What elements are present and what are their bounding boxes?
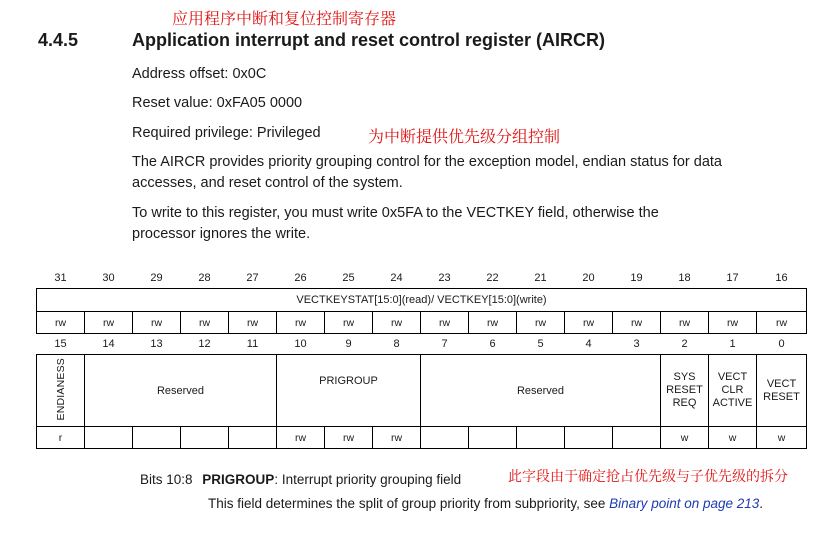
description-para2 bbox=[132, 203, 659, 245]
reserved-access-a bbox=[229, 427, 277, 449]
reserved-access-b bbox=[421, 427, 469, 449]
bit-number: 17 bbox=[726, 272, 739, 284]
access-cell: rw bbox=[325, 312, 373, 334]
binary-point-link[interactable]: Binary point on page 213 bbox=[609, 496, 760, 511]
reserved-field-a: Reserved bbox=[85, 355, 277, 427]
vectreset-line: VECT bbox=[766, 377, 797, 390]
bit-number: 28 bbox=[198, 272, 211, 284]
reserved-access-a bbox=[133, 427, 181, 449]
reserved-field-b: Reserved bbox=[421, 355, 661, 427]
access-cell: rw bbox=[613, 312, 661, 334]
bit-number: 30 bbox=[102, 272, 115, 284]
bit-number: 31 bbox=[54, 272, 67, 284]
access-cell: rw bbox=[757, 312, 807, 334]
bit-number: 6 bbox=[489, 338, 496, 350]
bitfield-detail bbox=[208, 496, 763, 511]
reserved-access-a bbox=[181, 427, 229, 449]
vectreset-field bbox=[757, 355, 807, 427]
upper-bit-numbers-row bbox=[37, 268, 807, 289]
access-cell: w bbox=[757, 427, 807, 449]
lower-bit-numbers-row bbox=[37, 334, 807, 355]
sysresetreq-field bbox=[661, 355, 709, 427]
access-cell: rw bbox=[469, 312, 517, 334]
reserved-access-b bbox=[517, 427, 565, 449]
vectreset-line: RESET bbox=[763, 390, 800, 403]
bitfield-heading bbox=[140, 472, 461, 487]
address-offset: Address offset: 0x0C bbox=[132, 66, 267, 82]
bit-number: 26 bbox=[294, 272, 307, 284]
access-cell: rw bbox=[277, 427, 325, 449]
lower-access-row bbox=[37, 427, 807, 449]
bit-number: 19 bbox=[630, 272, 643, 284]
bit-number: 7 bbox=[441, 338, 448, 350]
access-cell: rw bbox=[277, 312, 325, 334]
access-cell: rw bbox=[661, 312, 709, 334]
bit-number: 14 bbox=[102, 338, 115, 350]
bit-number: 5 bbox=[537, 338, 544, 350]
bit-number: 21 bbox=[534, 272, 547, 284]
vectclractive-line: ACTIVE bbox=[712, 397, 753, 409]
bit-number: 3 bbox=[633, 338, 640, 350]
bit-number: 18 bbox=[678, 272, 691, 284]
bit-number: 20 bbox=[582, 272, 595, 284]
bitfield-detail-end: . bbox=[759, 496, 764, 511]
access-cell: rw bbox=[325, 427, 373, 449]
section-title: Application interrupt and reset control register (AIRCR) bbox=[132, 30, 606, 50]
reserved-access-b bbox=[613, 427, 661, 449]
access-cell: rw bbox=[373, 312, 421, 334]
bit-number: 1 bbox=[729, 338, 736, 350]
access-cell: rw bbox=[229, 312, 277, 334]
bit-number: 22 bbox=[486, 272, 499, 284]
access-cell: rw bbox=[181, 312, 229, 334]
vectkey-field: VECTKEYSTAT[15:0](read)/ VECTKEY[15:0](write) bbox=[37, 289, 807, 312]
sysresetreq-line: RESET bbox=[666, 384, 703, 396]
upper-field-row bbox=[37, 289, 807, 312]
bit-number: 4 bbox=[585, 338, 592, 350]
bit-number: 9 bbox=[345, 338, 352, 350]
access-cell: rw bbox=[133, 312, 181, 334]
access-cell: rw bbox=[709, 312, 757, 334]
annotation-title-cn: 应用程序中断和复位控制寄存器 bbox=[172, 9, 397, 28]
bit-number: 15 bbox=[54, 338, 67, 350]
endianess-label: ENDIANESS bbox=[54, 357, 67, 421]
reset-value: Reset value: 0xFA05 0000 bbox=[132, 95, 303, 111]
bit-number: 16 bbox=[775, 272, 788, 284]
access-cell: rw bbox=[85, 312, 133, 334]
description-para2-line2: processor ignores the write. bbox=[132, 226, 311, 242]
access-cell: w bbox=[661, 427, 709, 449]
vectclractive-line: VECT bbox=[717, 371, 748, 383]
access-cell: rw bbox=[37, 312, 85, 334]
bit-number: 0 bbox=[778, 338, 785, 350]
access-cell: rw bbox=[565, 312, 613, 334]
sysresetreq-line: SYS bbox=[673, 371, 696, 383]
bit-number: 11 bbox=[246, 338, 259, 350]
bitfield-detail-text: This field determines the split of group priority from subpriority, see bbox=[208, 496, 610, 511]
bitfield-range: Bits 10:8 bbox=[140, 472, 193, 487]
reserved-access-b bbox=[469, 427, 517, 449]
section-number: 4.4.5 bbox=[38, 30, 79, 50]
bit-number: 27 bbox=[246, 272, 259, 284]
description-para1 bbox=[132, 152, 722, 194]
reserved-access-b bbox=[565, 427, 613, 449]
description-para1-line2: accesses, and reset control of the system. bbox=[132, 175, 403, 191]
annotation-privilege-cn: 为中断提供优先级分组控制 bbox=[368, 127, 561, 146]
access-cell: rw bbox=[517, 312, 565, 334]
annotation-field-cn: 此字段由于确定抢占优先级与子优先级的拆分 bbox=[508, 469, 788, 485]
description-para1-line1: The AIRCR provides priority grouping control for the exception model, endian status for data bbox=[132, 154, 722, 170]
bit-number: 13 bbox=[150, 338, 163, 350]
access-cell: rw bbox=[373, 427, 421, 449]
bit-number: 8 bbox=[393, 338, 400, 350]
reserved-access-a bbox=[85, 427, 133, 449]
bit-number: 2 bbox=[681, 338, 688, 350]
bit-number: 10 bbox=[294, 338, 307, 350]
description-para2-line1: To write to this register, you must write 0x5FA to the VECTKEY field, otherwise the bbox=[132, 205, 659, 221]
upper-access-row bbox=[37, 312, 807, 334]
endianess-field bbox=[37, 355, 85, 427]
lower-field-row bbox=[37, 355, 807, 427]
prigroup-field bbox=[277, 355, 421, 427]
register-table bbox=[36, 268, 807, 449]
bit-number: 23 bbox=[438, 272, 451, 284]
sysresetreq-line: REQ bbox=[672, 397, 697, 409]
required-privilege: Required privilege: Privileged bbox=[132, 125, 321, 141]
bitfield-summary: : Interrupt priority grouping field bbox=[274, 472, 462, 487]
bit-number: 29 bbox=[150, 272, 163, 284]
access-cell: w bbox=[709, 427, 757, 449]
prigroup-label: PRIGROUP bbox=[319, 374, 378, 387]
access-cell: rw bbox=[421, 312, 469, 334]
bit-number: 25 bbox=[342, 272, 355, 284]
vectclractive-line: CLR bbox=[721, 384, 744, 396]
vectclractive-field bbox=[709, 355, 757, 427]
bit-number: 12 bbox=[198, 338, 211, 350]
access-cell: r bbox=[37, 427, 85, 449]
bit-number: 24 bbox=[390, 272, 403, 284]
bitfield-name: PRIGROUP bbox=[202, 472, 275, 487]
